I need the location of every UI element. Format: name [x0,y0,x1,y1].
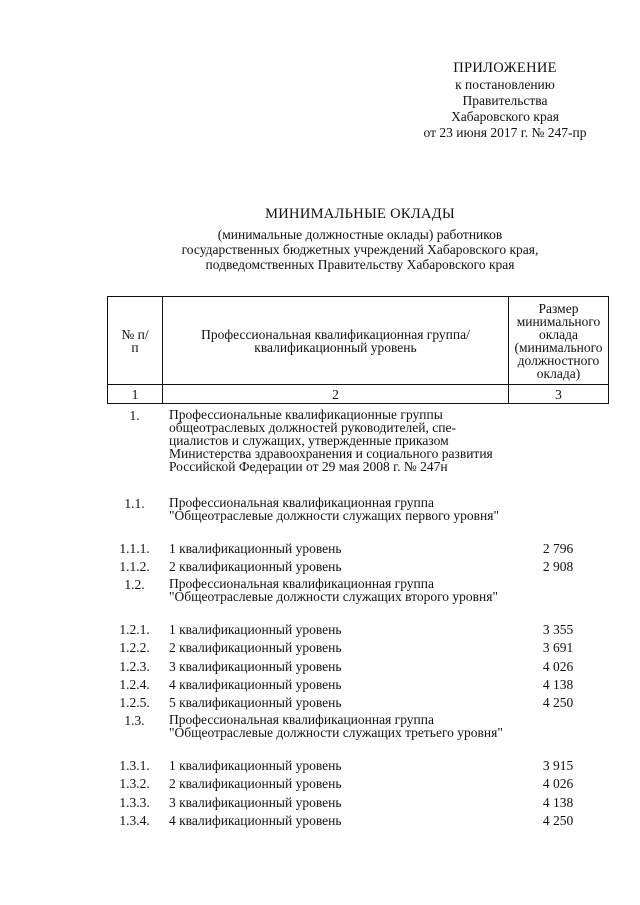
row-text: Профессиональные квалификационные группы общеотраслевых должностей руководителей, спе-циалистов и служащих, утвержденные приказом Министерства здравоохранения и социального развития Российской Федерации от 29 мая 2008 г. № 247н [169,407,493,474]
row-value: 3 355 [542,621,574,637]
row-number: 1.2.1. [119,621,150,637]
row-value: 2 796 [542,541,574,556]
row-number: 1. [129,408,140,423]
table-row [0,558,640,576]
appendix-line: Хабаровского края [451,109,559,124]
appendix-line: Правительства [462,93,548,108]
table-row [0,408,640,496]
row-value: 4 250 [542,695,574,711]
appendix-line: к постановлению [455,77,555,92]
row-value: 3 915 [542,757,574,773]
row-text: 1 квалификационный уровень [169,757,342,773]
table-row [0,658,640,676]
column-header-number: № п/п [108,297,163,385]
row-number: 1.3.2. [119,776,150,792]
document-subtitle [60,227,640,272]
row-number: 1.2. [124,576,145,592]
row-number: 1.2.4. [119,676,150,692]
table-row [0,757,640,775]
row-number: 1.2.2. [119,640,150,656]
row-text: Профессиональная квалификационная группа "Общеотраслевые должности служащих первого уровня" [169,495,499,523]
row-text: 4 квалификационный уровень [169,676,342,692]
row-text: 1 квалификационный уровень [169,621,342,637]
table-row [0,812,640,830]
row-number: 1.3.1. [119,757,150,773]
appendix-block [395,60,615,141]
subtitle-line: подведомственных Правительству Хабаровского края [205,257,515,272]
document-heading [60,205,640,272]
row-value: 4 138 [542,676,574,692]
row-text: 2 квалификационный уровень [169,640,342,656]
table-row [0,676,640,694]
row-number: 1.2.3. [119,658,150,674]
table-row [0,775,640,793]
table-row [0,621,640,639]
table-row [0,713,640,757]
subtitle-line: государственных бюджетных учреждений Хабаровского края, [181,242,539,257]
row-value: 4 250 [542,812,574,828]
row-text: 4 квалификационный уровень [169,812,342,828]
row-number: 1.3.4. [119,812,150,828]
row-value: 4 138 [542,794,574,810]
row-number: 1.3. [124,712,145,728]
table-row [0,540,640,558]
column-header-group: Профессиональная квалификационная группа/ квалификационный уровень [163,297,509,385]
row-number: 1.1. [124,496,145,511]
row-number: 1.1.2. [119,559,150,575]
row-value: 3 691 [542,640,574,656]
row-value: 2 908 [542,559,574,575]
subtitle-line: (минимальные должностные оклады) работников [217,227,503,242]
table-row [0,794,640,812]
table-row [0,577,640,621]
table-row [0,496,640,540]
row-value: 4 026 [542,776,574,792]
row-text: 2 квалификационный уровень [169,559,342,575]
column-number-3: 3 [509,385,609,404]
column-number-2: 2 [163,385,509,404]
table-row [0,639,640,657]
row-number: 1.3.3. [119,794,150,810]
document-title: МИНИМАЛЬНЫЕ ОКЛАДЫ [265,206,455,222]
row-text: 5 квалификационный уровень [169,695,342,711]
column-header-salary: Размер минимального оклада (минимального должностного оклада) [509,297,609,385]
row-text: Профессиональная квалификационная группа "Общеотраслевые должности служащих третьего уровня" [169,711,503,740]
row-text: 3 квалификационный уровень [169,658,342,674]
appendix-date: от 23 июня 2017 г. № 247-пр [423,125,587,140]
column-number-1: 1 [108,385,163,404]
row-text: 3 квалификационный уровень [169,794,342,810]
table-body [0,408,640,830]
row-value: 4 026 [542,658,574,674]
table-row [0,694,640,712]
row-text: 1 квалификационный уровень [169,541,342,556]
table-header [107,296,609,404]
row-number: 1.2.5. [119,695,150,711]
row-number: 1.1.1. [119,541,150,556]
row-text: Профессиональная квалификационная группа "Общеотраслевые должности служащих второго уровня" [169,575,499,604]
appendix-title: ПРИЛОЖЕНИЕ [453,60,557,76]
row-text: 2 квалификационный уровень [169,776,342,792]
